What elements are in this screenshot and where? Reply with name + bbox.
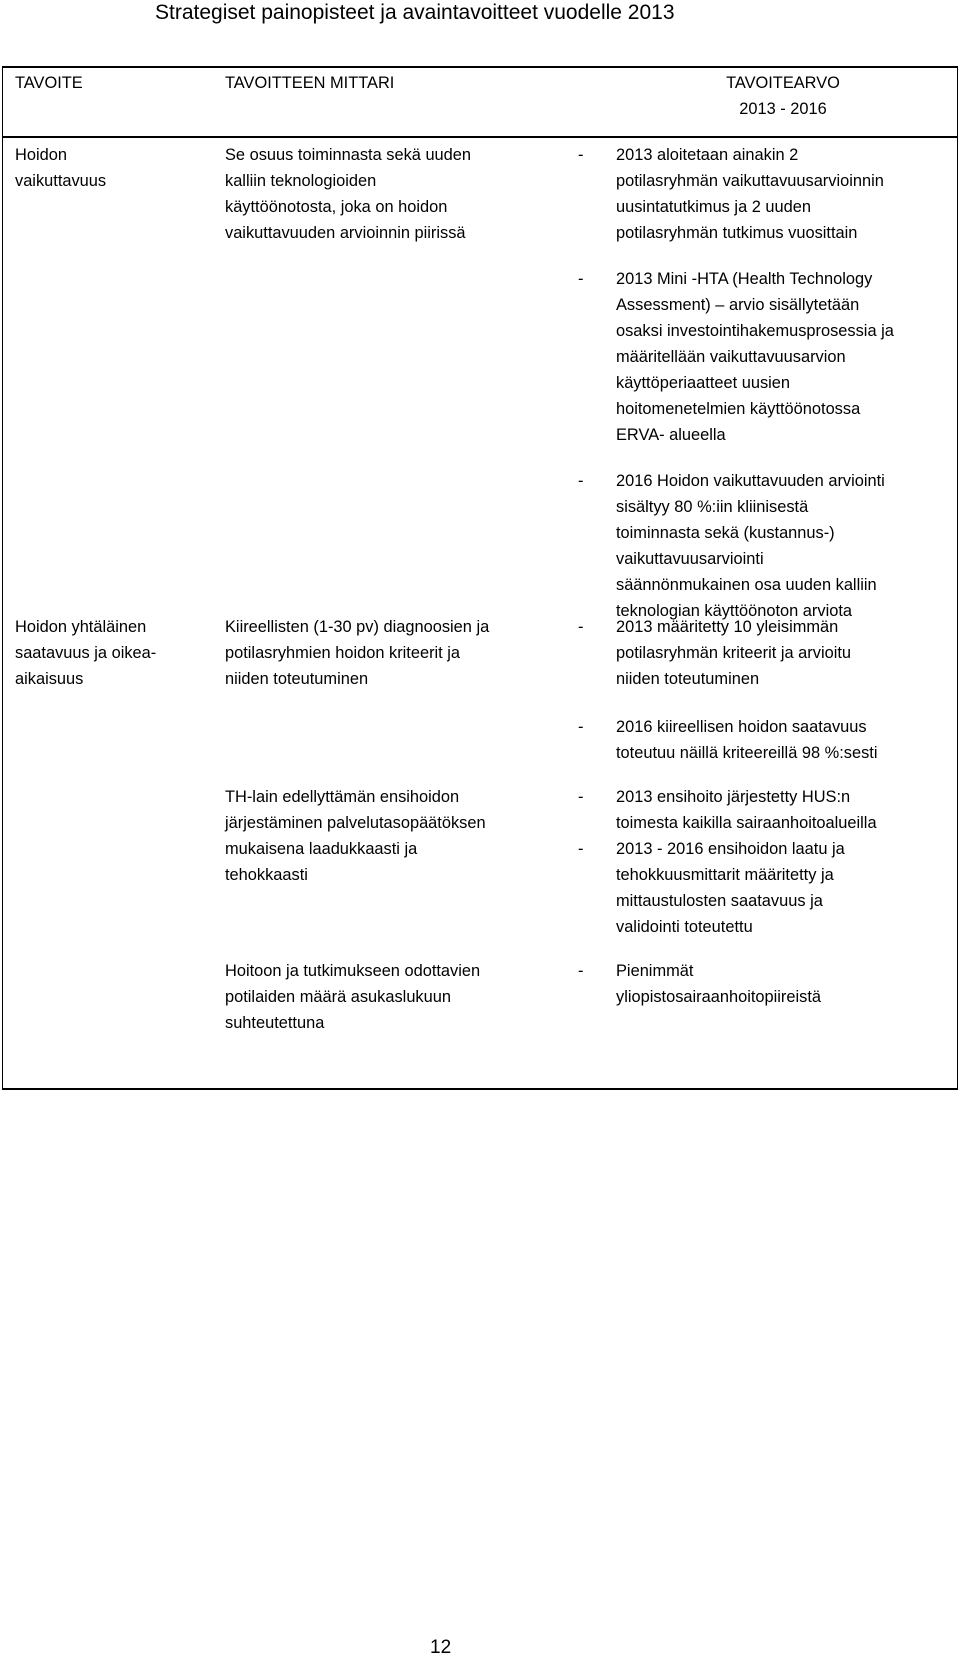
target-line: 2013 Mini -HTA (Health Technology	[616, 270, 873, 288]
row2-metric-3	[225, 958, 565, 1036]
target-line: potilasryhmän tutkimus vuosittain	[616, 224, 858, 242]
metric-line: järjestäminen palvelutasopäätöksen	[225, 814, 486, 832]
metric-line: suhteutettuna	[225, 1014, 325, 1032]
header-metric: TAVOITTEEN MITTARI	[225, 74, 395, 92]
bullet-dash: -	[578, 472, 584, 490]
row2-metric-1	[225, 614, 565, 692]
metric-line: TH-lain edellyttämän ensihoidon	[225, 788, 460, 806]
header-goal: TAVOITE	[15, 74, 83, 92]
row1-goal-line: Hoidon	[15, 146, 67, 164]
header-target-value	[623, 70, 943, 122]
target-line: 2013 määritetty 10 yleisimmän	[616, 618, 839, 636]
target-line: 2016 Hoidon vaikuttavuuden arviointi	[616, 472, 885, 490]
goals-table	[2, 66, 958, 1090]
metric-line: potilaiden määrä asukaslukuun	[225, 988, 451, 1006]
row2-goal-line: Hoidon yhtäläinen	[15, 618, 147, 636]
metric-line: mukaisena laadukkaasti ja	[225, 840, 418, 858]
row2-goal-line: aikaisuus	[15, 670, 84, 688]
bullet-dash: -	[578, 840, 584, 858]
target-line: toiminnasta sekä (kustannus-)	[616, 524, 835, 542]
metric-line: Se osuus toiminnasta sekä uuden	[225, 146, 472, 164]
target-line: Assessment) – arvio sisällytetään	[616, 296, 860, 314]
metric-line: kalliin teknologioiden	[225, 172, 377, 190]
target-line: ERVA- alueella	[616, 426, 726, 444]
row1-goal	[15, 142, 203, 194]
header-target-line1: TAVOITEARVO	[726, 74, 840, 92]
metric-line: niiden toteutuminen	[225, 670, 369, 688]
target-line: yliopistosairaanhoitopiireistä	[616, 988, 821, 1006]
target-line: niiden toteutuminen	[616, 670, 760, 688]
metric-line: Kiireellisten (1-30 pv) diagnoosien ja	[225, 618, 490, 636]
bullet-dash: -	[578, 270, 584, 288]
target-line: vaikuttavuusarviointi	[616, 550, 764, 568]
bullet-dash: -	[578, 718, 584, 736]
target-line: määritellään vaikuttavuusarvion	[616, 348, 846, 366]
target-line: toteutuu näillä kriteereillä 98 %:sesti	[616, 744, 878, 762]
header-divider	[3, 136, 957, 138]
metric-line: tehokkaasti	[225, 866, 308, 884]
target-line: 2013 ensihoito järjestetty HUS:n	[616, 788, 851, 806]
target-line: 2013 - 2016 ensihoidon laatu ja	[616, 840, 845, 858]
bullet-dash: -	[578, 618, 584, 636]
document-title: Strategiset painopisteet ja avaintavoitteet vuodelle 2013	[155, 1, 675, 24]
target-line: sisältyy 80 %:iin kliinisestä	[616, 498, 809, 516]
metric-line: käyttöönotosta, joka on hoidon	[225, 198, 448, 216]
target-line: 2016 kiireellisen hoidon saatavuus	[616, 718, 867, 736]
metric-line: vaikuttavuuden arvioinnin piirissä	[225, 224, 466, 242]
metric-line: Hoitoon ja tutkimukseen odottavien	[225, 962, 481, 980]
header-target-line2: 2013 - 2016	[739, 100, 827, 118]
target-line: 2013 aloitetaan ainakin 2	[616, 146, 799, 164]
row1-metric-1	[225, 142, 565, 246]
row2-metric-2	[225, 784, 565, 888]
page-number: 12	[430, 1637, 452, 1658]
target-line: mittaustulosten saatavuus ja	[616, 892, 823, 910]
target-line: tehokkuusmittarit määritetty ja	[616, 866, 834, 884]
target-line: uusintatutkimus ja 2 uuden	[616, 198, 811, 216]
target-line: validointi toteutettu	[616, 918, 753, 936]
row2-goal-line: saatavuus ja oikea-	[15, 644, 157, 662]
target-line: toimesta kaikilla sairaanhoitoalueilla	[616, 814, 877, 832]
bullet-dash: -	[578, 146, 584, 164]
target-line: käyttöperiaatteet uusien	[616, 374, 791, 392]
bullet-dash: -	[578, 788, 584, 806]
target-line: potilasryhmän kriteerit ja arvioitu	[616, 644, 852, 662]
target-line: Pienimmät	[616, 962, 694, 980]
target-line: säännönmukainen osa uuden kalliin	[616, 576, 877, 594]
target-line: hoitomenetelmien käyttöönotossa	[616, 400, 861, 418]
row2-goal	[15, 614, 203, 692]
bullet-dash: -	[578, 962, 584, 980]
metric-line: potilasryhmien hoidon kriteerit ja	[225, 644, 461, 662]
target-line: osaksi investointihakemusprosessia ja	[616, 322, 894, 340]
target-line: teknologian käyttöönoton arviota	[616, 602, 853, 620]
row1-goal-line: vaikuttavuus	[15, 172, 107, 190]
target-line: potilasryhmän vaikuttavuusarvioinnin	[616, 172, 884, 190]
